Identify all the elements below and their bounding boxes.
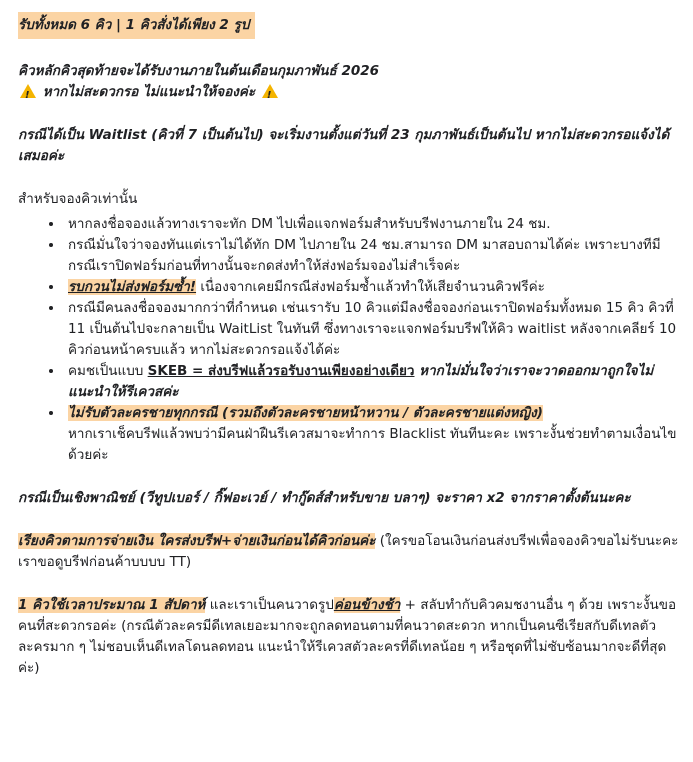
warning-icon	[20, 84, 36, 98]
duration-text-rest: + สลับทำกับคิวคมชงานอื่น ๆ ด้วย เพราะงั้นขอคนที่สะดวกรอค่ะ (กรณีตัวละครมีดีเทลเยอะมากจะถูกลดทอนตามที่คนวาดสะดวก หากเป็นคนซีเรียสกับดีเทลตัวละครมาก ๆ ไม่ชอบเห็นดีเทลโดนลดทอน แนะนำให้รีเควสตัวละครที่ดีเทลน้อย ๆ หรือชุดที่ไม่ซับซ้อนมากจะดีที่สุดค่ะ)	[18, 597, 677, 676]
payment-paragraph	[18, 531, 681, 573]
commercial-note: กรณีเป็นเชิงพาณิชย์ (วีทูปเบอร์ / กิ๊ฟอะเวย์ / ทำกู๊ดส์สำหรับขาย บลาๆ) จะราคา x2 จากราคาตั้งต้นนะคะ	[18, 490, 631, 506]
list-item	[64, 277, 681, 298]
list-item-text: หากลงชื่อจองแล้วทางเราจะทัก DM ไปเพื่อแจกฟอร์มสำหรับบรีฟงานภายใน 24 ชม.	[68, 216, 551, 232]
list-item-emphasis: หากไม่มั่นใจว่าเราจะวาดออกมาถูกใจไม่แนะนำให้รีเควสค่ะ	[68, 363, 654, 400]
waitlist-note: กรณีได้เป็น Waitlist (คิวที่ 7 เป็นต้นไป) จะเริ่มงานตั้งแต่วันที่ 23 กุมภาพันธ์เป็นต้นไป หากไม่สะดวกรอแจ้งได้เสมอค่ะ	[18, 127, 670, 164]
payment-emphasis: เรียงคิวตามการจ่ายเงิน ใครส่งบรีฟ+จ่ายเงินก่อนได้คิวก่อนค่ะ	[18, 533, 376, 549]
slow-emphasis: ค่อนข้างช้า	[333, 597, 401, 613]
list-item-text: หากเราเช็คบรีฟแล้วพบว่ามีคนฝ่าฝืนรีเควสมาจะทำการ Blacklist ทันทีนะคะ เพราะงั้นช่วยทำตามเงื่อนไขด้วยค่ะ	[68, 426, 677, 463]
list-item-text: กรณีมั่นใจว่าจองทันแต่เราไม่ได้ทัก DM ไปภายใน 24 ชม.สามารถ DM มาสอบถามได้ค่ะ เพราะบางทีมีกรณีเราปิดฟอร์มก่อนที่ทางนั้นจะกดส่งทำให้ส่งฟอร์มจองไม่สำเร็จค่ะ	[68, 237, 661, 274]
duration-emphasis: 1 คิวใช้เวลาประมาณ 1 สัปดาห์	[18, 597, 206, 613]
conditions-list	[18, 214, 681, 466]
list-item-text: เนื่องจากเคยมีกรณีส่งฟอร์มซ้ำแล้วทำให้เสียจำนวนคิวฟรีค่ะ	[196, 279, 545, 295]
section-heading: สำหรับจองคิวเท่านั้น	[18, 191, 138, 207]
list-item-text: คมชเป็นแบบ	[68, 363, 148, 379]
duration-paragraph	[18, 595, 681, 679]
skeb-link[interactable]: SKEB = ส่งบรีฟแล้วรอรับงานเพียงอย่างเดียว	[147, 363, 415, 379]
payment-text: (ใครขอโอนเงินก่อนส่งบรีฟเพื่อจองคิวขอไม่รับนะคะ เราขอดูบรีฟก่อนค้าบบบบ TT)	[18, 533, 679, 570]
list-item-text: กรณีมีคนลงชื่อจองมากกว่าที่กำหนด เช่นเรารับ 10 คิวแต่มีลงชื่อจองก่อนเราปิดฟอร์มทั้งหมด 15 คิว คิวที่ 11 เป็นต้นไปจะกลายเป็น WaitList ในทันที ซึ่งทางเราจะแจกฟอร์มบรีฟให้คิว waitlist หลังจากเคลียร์ 10 คิวก่อนหน้าครบแล้ว หากไม่สะดวกรอแจ้งได้ค่ะ	[68, 300, 677, 358]
warning-paragraph	[18, 82, 681, 103]
list-item	[64, 361, 681, 403]
title-line	[18, 12, 681, 39]
duration-text: และเราเป็นคนวาดรูป	[205, 597, 334, 613]
warning-text: หากไม่สะดวกรอ ไม่แนะนำให้จองค่ะ	[42, 84, 256, 100]
warning-icon	[262, 84, 278, 98]
list-item	[64, 298, 681, 361]
no-male-characters-emphasis: ไม่รับตัวละครชายทุกกรณี (รวมถึงตัวละครชายหน้าหวาน / ตัวละครชายแต่งหญิง)	[68, 405, 543, 421]
list-item	[64, 403, 681, 466]
list-item	[64, 235, 681, 277]
title: รับทั้งหมด 6 คิว | 1 คิวสั่งได้เพียง 2 รูป	[18, 12, 255, 39]
no-duplicate-emphasis: รบกวนไม่ส่งฟอร์มซ้ำ!	[68, 279, 197, 295]
schedule-line: คิวหลักคิวสุดท้ายจะได้รับงานภายในต้นเดือนกุมภาพันธ์ 2026	[18, 63, 380, 79]
list-item	[64, 214, 681, 235]
